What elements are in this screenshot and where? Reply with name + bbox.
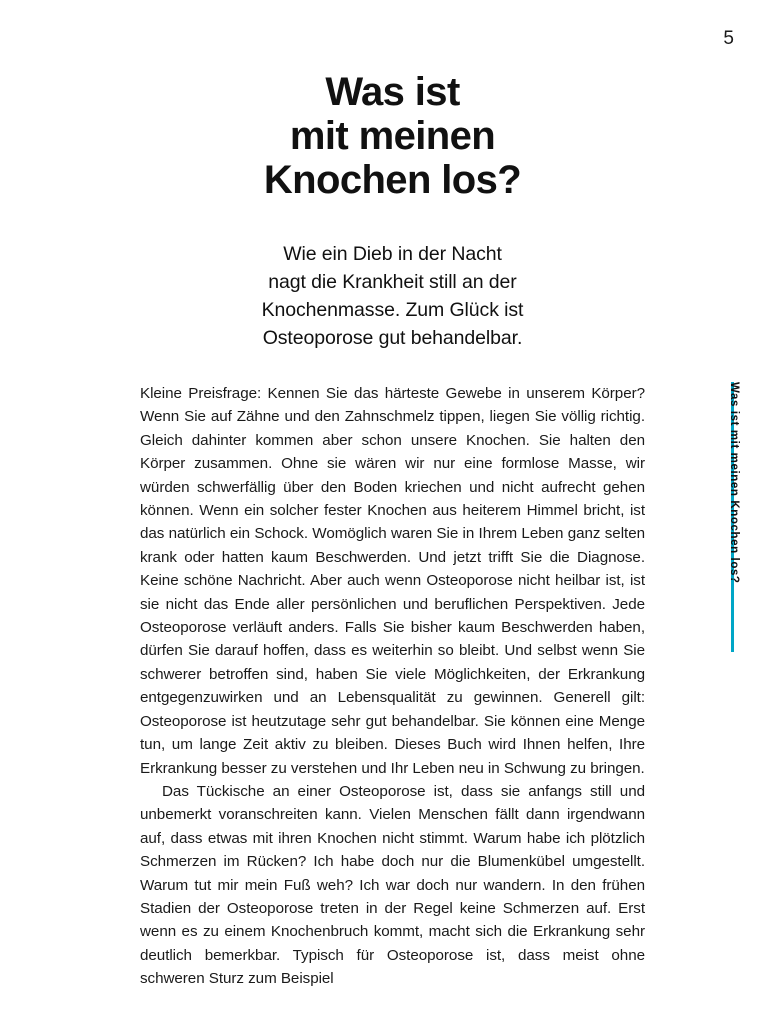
chapter-title xyxy=(140,62,645,202)
body-text xyxy=(140,382,645,991)
side-chapter-tab xyxy=(728,382,757,652)
side-tab-label: Was ist mit meinen Knochen los? xyxy=(728,382,740,584)
standfirst-line: Osteoporose gut behandelbar. xyxy=(262,327,523,349)
chapter-standfirst xyxy=(140,240,645,352)
body-paragraph: Kleine Preisfrage: Kennen Sie das härteste Gewebe in unserem Körper? Wenn Sie auf Zähne und den Zahnschmelz tippen, liegen Sie völlig richtig. Gleich dahinter kommen aber schon unsere Knochen. Sie halten den Körper zusammen. Ohne sie wären wir nur eine formlose Masse, wir würden schwerfällig über den Boden kriechen und nicht aufrecht gehen können. Wenn ein solcher fester Knochen aus heiterem Himmel bricht, ist das natürlich ein Schock. Womöglich waren Sie in Ihrem Leben ganz selten krank oder hatten kaum Beschwerden. Und jetzt trifft Sie die Diagnose. Keine schöne Nachricht. Aber auch wenn Osteoporose nicht heilbar ist, ist sie nicht das Ende aller persönlichen und beruflichen Perspektiven. Jede Osteoporose verläuft anders. Falls Sie bisher kaum Beschwerden haben, dürfen Sie darauf hoffen, dass es weiterhin so bleibt. Und selbst wenn Sie schwerer betroffen sind, haben Sie viele Möglichkeiten, der Erkrankung entgegenzuwirken und an Lebensqualität zu gewinnen. Generell gilt: Osteoporose ist heutzutage sehr gut behandelbar. Sie können eine Menge tun, um lange Zeit aktiv zu bleiben. Dieses Buch wird Ihnen helfen, Ihre Erkrankung besser zu verstehen und Ihr Leben neu in Schwung zu bringen. xyxy=(140,385,645,777)
standfirst-line: Wie ein Dieb in der Nacht xyxy=(283,243,502,265)
chapter-title-line: Was ist xyxy=(325,70,460,114)
body-paragraph: Das Tückische an einer Osteoporose ist, dass sie anfangs still und unbemerkt voranschreiten kann. Vielen Menschen fällt dann irgendwann auf, dass etwas mit ihren Knochen nicht stimmt. Warum habe ich plötzlich Schmerzen im Rücken? Ich habe doch nur die Blumenkübel umgestellt. Warum tut mir mein Fuß weh? Ich war doch nur wandern. In den frühen Stadien der Osteoporose treten in der Regel keine Schmerzen auf. Erst wenn es zu einem Knochenbruch kommt, macht sich die Erkrankung sehr deutlich bemerkbar. Typisch für Osteoporose ist, dass meist ohne schweren Sturz zum Beispiel xyxy=(140,782,645,988)
page-content xyxy=(140,62,645,991)
page-number: 5 xyxy=(723,28,734,49)
standfirst-line: nagt die Krankheit still an der xyxy=(268,271,517,293)
chapter-title-line: mit meinen xyxy=(289,114,496,158)
chapter-title-line: Knochen los? xyxy=(263,158,522,202)
standfirst-line: Knochenmasse. Zum Glück ist xyxy=(261,299,524,321)
